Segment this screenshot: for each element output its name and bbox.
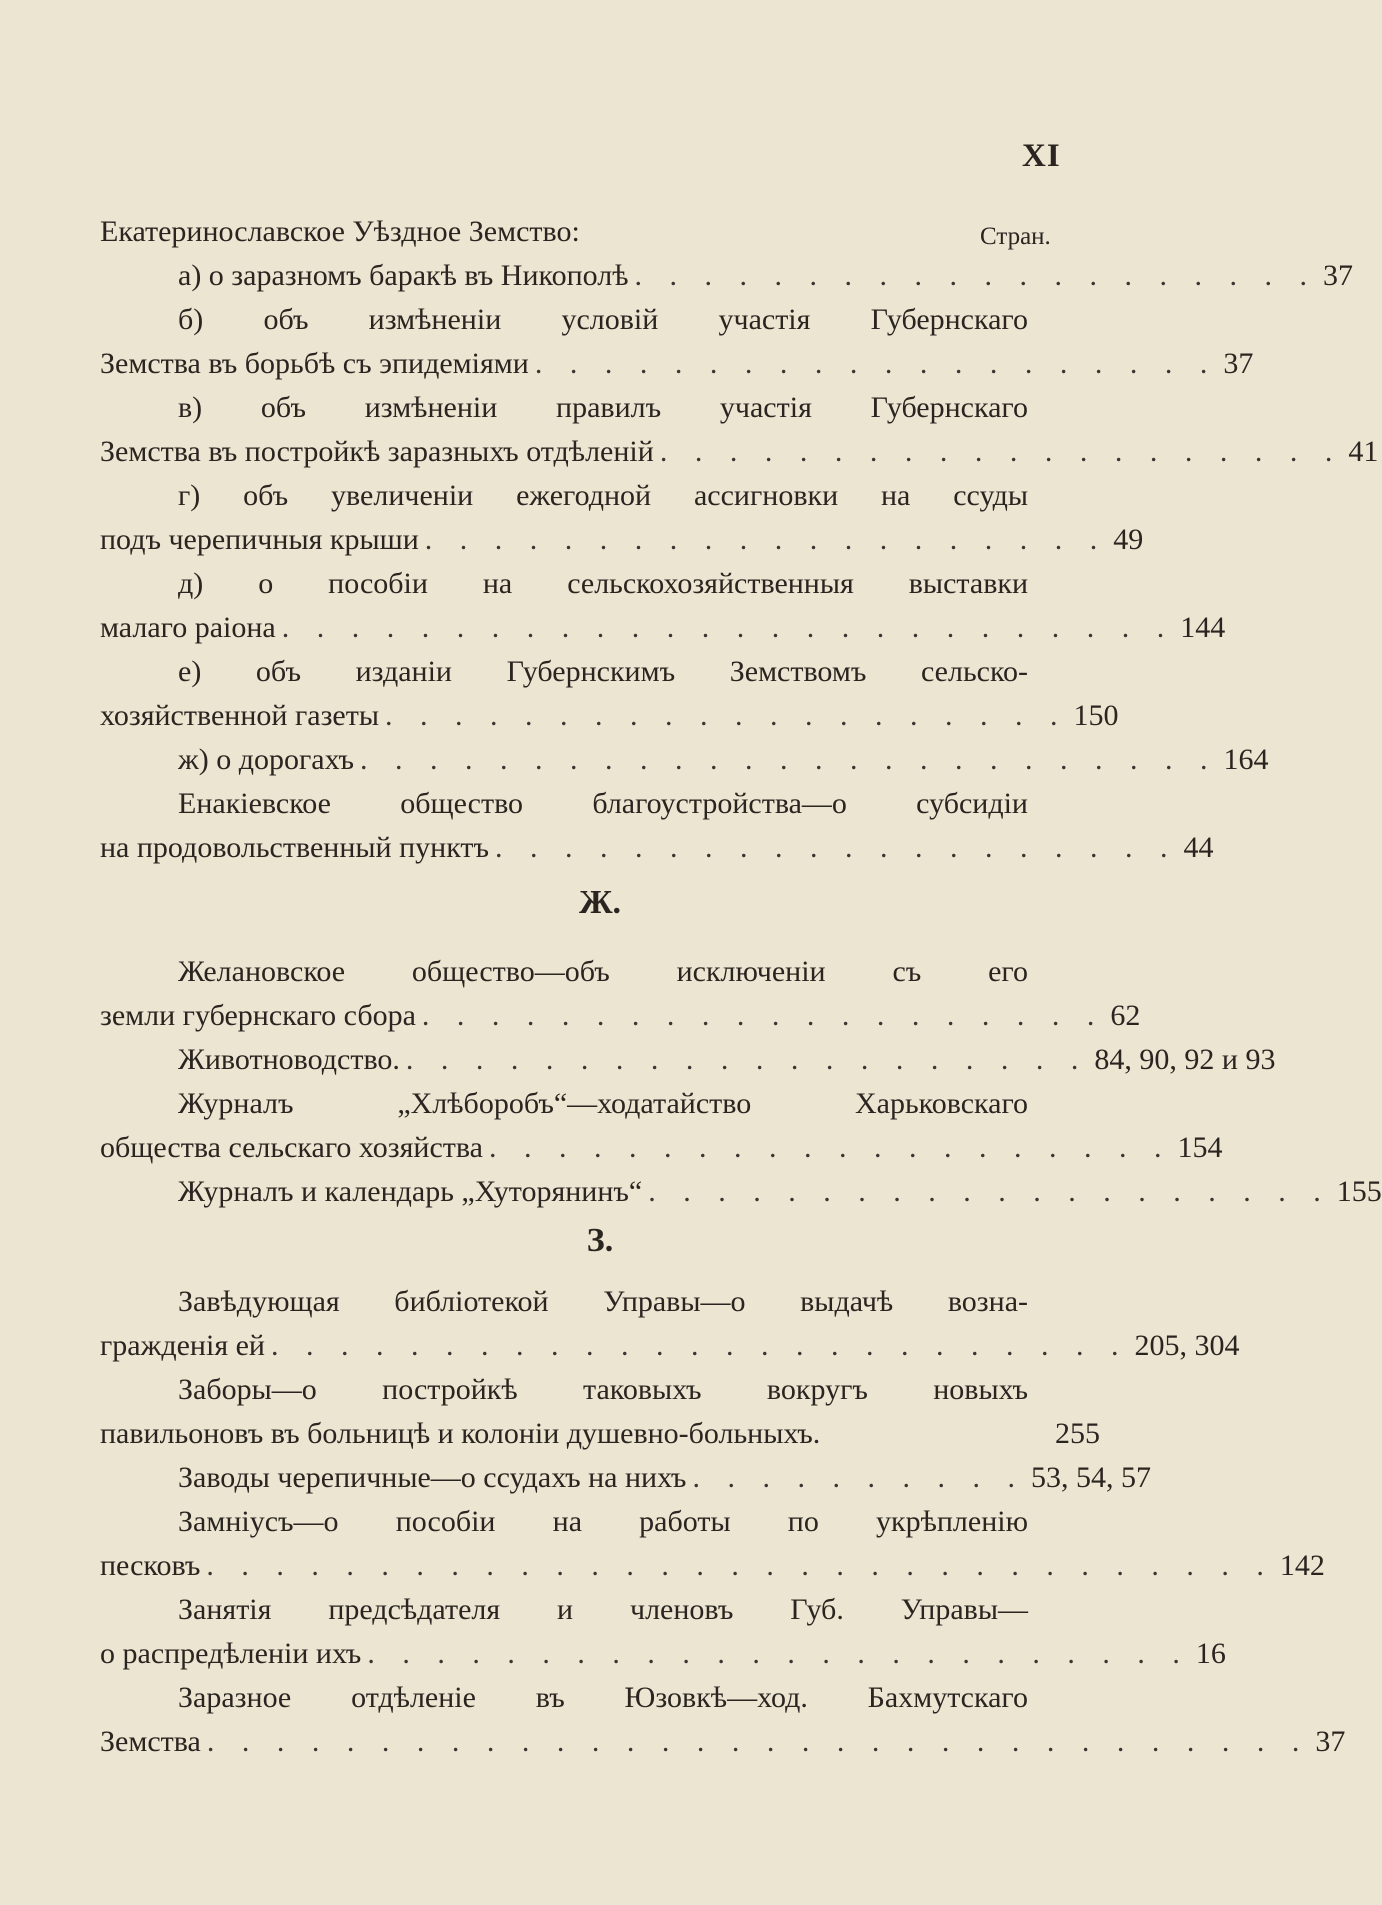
index-entry-cont: малаго раіона . . . . . . . . . . . . . . . . . . . . . . . . . . 144 <box>100 611 1226 644</box>
index-entry: Заводы черепичные—о ссудахъ на нихъ . . . . . . . . . . 53, 54, 57 <box>178 1461 1151 1494</box>
index-entry-cont: павильоновъ въ больницѣ и колоніи душевно-больныхъ. 255 <box>100 1417 1100 1450</box>
index-entry: а) о заразномъ баракѣ въ Никополѣ . . . . . . . . . . . . . . . . . . . . 37 <box>178 259 1353 292</box>
index-entry-cont: подъ черепичныя крыши . . . . . . . . . . . . . . . . . . . . 49 <box>100 523 1144 556</box>
index-entry-cont: земли губернскаго сбора . . . . . . . . . . . . . . . . . . . . 62 <box>100 999 1141 1032</box>
index-entry-cont: хозяйственной газеты . . . . . . . . . . . . . . . . . . . . 150 <box>100 699 1119 732</box>
index-entry: д) о пособіи на сельскохозяйственныя выставки <box>178 567 1028 600</box>
index-entry-cont: на продовольственный пунктъ . . . . . . . . . . . . . . . . . . . . 44 <box>100 831 1214 864</box>
index-entry: Завѣдующая библіотекой Управы—о выдачѣ возна- <box>178 1285 1028 1318</box>
index-entry: Животноводство. . . . . . . . . . . . . . . . . . . . . 84, 90, 92 и 93 <box>178 1043 1276 1076</box>
index-entry-cont: песковъ . . . . . . . . . . . . . . . . . . . . . . . . . . . . . . . 142 <box>100 1549 1325 1582</box>
index-entry: Журналъ и календарь „Хуторянинъ“ . . . . . . . . . . . . . . . . . . . . 155 <box>178 1175 1382 1208</box>
index-entry: е) объ изданіи Губернскимъ Земствомъ сельско- <box>178 655 1028 688</box>
index-entry-cont: Земства . . . . . . . . . . . . . . . . . . . . . . . . . . . . . . . . 37 <box>100 1725 1346 1758</box>
index-entry: Заборы—о постройкѣ таковыхъ вокругъ новыхъ <box>178 1373 1028 1406</box>
index-entry: Замніусъ—о пособіи на работы по укрѣпленію <box>178 1505 1028 1538</box>
column-header: Стран. <box>980 223 1051 250</box>
index-entry-cont: о распредѣленіи ихъ . . . . . . . . . . . . . . . . . . . . . . . . 16 <box>100 1637 1226 1670</box>
index-entry: Занятія предсѣдателя и членовъ Губ. Управы— <box>178 1593 1028 1626</box>
index-entry: б) объ измѣненіи условій участія Губернскаго <box>178 303 1028 336</box>
index-entry: Енакіевское общество благоустройства—о субсидіи <box>178 787 1028 820</box>
index-entry-cont: Земства въ постройкѣ заразныхъ отдѣленій . . . . . . . . . . . . . . . . . . . . 41 <box>100 435 1379 468</box>
index-entry-cont: общества сельскаго хозяйства . . . . . . . . . . . . . . . . . . . . 154 <box>100 1131 1223 1164</box>
section-heading: Екатеринославское Уѣздное Земство: <box>100 215 580 248</box>
index-entry: Журналъ „Хлѣборобъ“—ходатайство Харьковскаго <box>178 1087 1028 1120</box>
index-entry: ж) о дорогахъ . . . . . . . . . . . . . . . . . . . . . . . . . 164 <box>178 743 1269 776</box>
index-entry: в) объ измѣненіи правилъ участія Губернскаго <box>178 391 1028 424</box>
index-entry-cont: Земства въ борьбѣ съ эпидеміями . . . . . . . . . . . . . . . . . . . . 37 <box>100 347 1254 380</box>
index-entry: Заразное отдѣленіе въ Юзовкѣ—ход. Бахмутскаго <box>178 1681 1028 1714</box>
index-entry: Желановское общество—объ исключеніи съ его <box>178 955 1028 988</box>
section-letter-z: З. <box>586 1222 614 1259</box>
page-number: XI <box>1022 138 1061 174</box>
index-entry-cont: гражденія ей . . . . . . . . . . . . . . . . . . . . . . . . . 205, 304 <box>100 1329 1240 1362</box>
index-entry: г) объ увеличеніи ежегодной ассигновки на ссуды <box>178 479 1028 512</box>
section-letter-zh: Ж. <box>578 884 622 921</box>
